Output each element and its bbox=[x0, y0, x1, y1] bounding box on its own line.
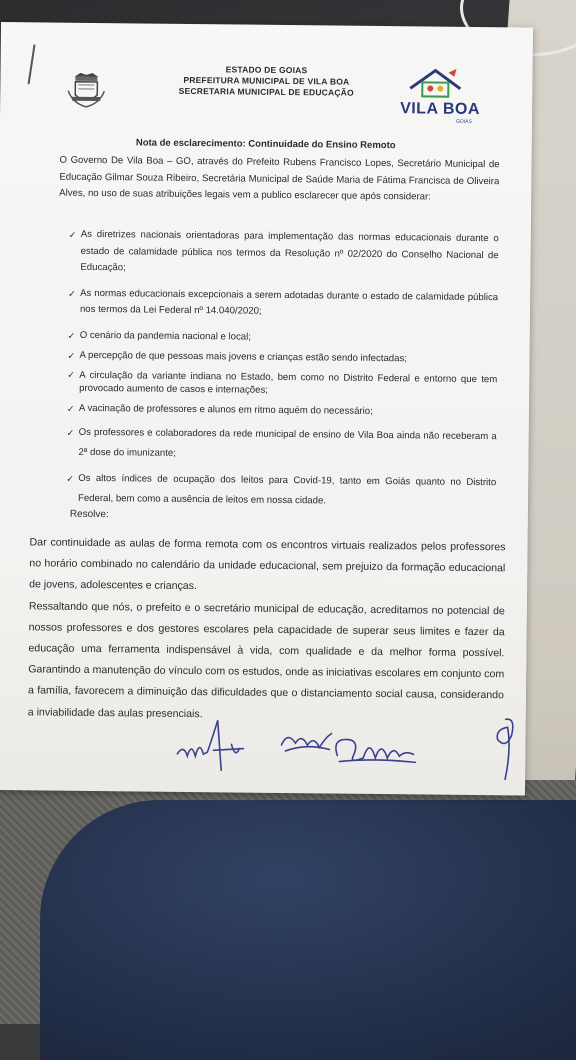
vila-boa-logo bbox=[400, 66, 481, 125]
check-icon: ✓ bbox=[66, 473, 74, 484]
check-icon: ✓ bbox=[67, 369, 75, 380]
check-icon: ✓ bbox=[68, 288, 76, 299]
list-item-text: As diretrizes nacionais orientadoras para implementação das normas educacionais durante o estado de calamidade pública nos termos da Resolução nº 02/2020 do Conselho Nacional de Educação; bbox=[80, 228, 499, 274]
paragraph: Ressaltando que nós, o prefeito e o secretário municipal de educação, acreditamos no potencial de nossos professores e dos gestores escolares pela capacidade de superar seus limites e fazer da educação uma ferramenta indispensável à vida, com qualidade e da melhor forma possível. Garantindo a manutenção do vínculo com os estudos, onde as iniciativas escolares em conjunto com a família, favorecem a diminuição das dificuldades que o distanciamento social causa, considerando a inviabilidade das aulas presenciais. bbox=[27, 599, 505, 720]
check-icon: ✓ bbox=[67, 350, 76, 361]
list-item-text: A circulação da variante indiana no Estado, bem como no Distrito Federal e entorno que tem provocado aumento de casos e internações; bbox=[79, 369, 498, 396]
list-item bbox=[58, 285, 498, 323]
intro-paragraph: O Governo De Vila Boa – GO, através do Prefeito Rubens Francisco Lopes, Secretário Municipal de Educação Gilmar Souza Ribeiro, Secretária Municipal de Saúde Maria de Fátima Francisca de Oliveira Alves, no uso de suas atribuições legais vem a publico esclarecer que após considerar: bbox=[59, 154, 500, 203]
list-item bbox=[57, 348, 497, 369]
list-item-text: Os professores e colaboradores da rede municipal de ensino de Vila Boa ainda não receberam a 2ª dose do imunizante; bbox=[78, 426, 497, 459]
list-item bbox=[58, 227, 498, 281]
signature-initial bbox=[485, 709, 526, 789]
list-item bbox=[57, 368, 497, 399]
list-item bbox=[56, 469, 496, 514]
considerations-list bbox=[56, 227, 499, 523]
list-item-text: A percepção de que pessoas mais jovens e crianças estão sendo infectadas; bbox=[79, 349, 408, 365]
house-logo-icon bbox=[400, 66, 470, 103]
document-title: Nota de esclarecimento: Continuidade do Ensino Remoto bbox=[135, 137, 396, 152]
list-item-text: O cenário da pandemia nacional e local; bbox=[79, 329, 251, 343]
list-item-text: As normas educacionais excepcionais a serem adotadas durante o estado de calamidade pública nos termos da Lei Federal nº 14.040/2020; bbox=[79, 287, 499, 317]
letterhead-prefecture: PREFEITURA MUNICIPAL DE VILA BOA bbox=[183, 74, 350, 87]
signature-mayor bbox=[173, 714, 254, 779]
letterhead-state: ESTADO DE GOIAS bbox=[225, 64, 308, 76]
logo-subtitle: GOIÁS bbox=[455, 118, 472, 125]
paragraph: Dar continuidade as aulas de forma remota com os encontros virtuais realizados pelos professores no horário combinado no calendário da unidade educacional, sem prejuizo da formação educacional de jovens, adolescentes e crianças. bbox=[29, 536, 506, 593]
list-item bbox=[58, 327, 498, 348]
check-icon: ✓ bbox=[68, 229, 77, 240]
list-item bbox=[57, 400, 497, 421]
list-item-text: A vacinação de professores e alunos em ritmo aquém do necessário; bbox=[78, 402, 373, 417]
check-icon: ✓ bbox=[66, 403, 75, 414]
logo-title: VILA BOA bbox=[400, 100, 481, 119]
document-page bbox=[0, 22, 533, 796]
letterhead-secretariat: SECRETARIA MUNICIPAL DE EDUCAÇÃO bbox=[178, 85, 354, 98]
list-item bbox=[56, 423, 496, 468]
check-icon: ✓ bbox=[67, 330, 76, 341]
signature-health-secretary bbox=[329, 727, 419, 768]
lap-fabric bbox=[40, 800, 576, 1060]
list-item-text: Os altos índices de ocupação dos leitos para Covid-19, tanto em Goiás quanto no Distrito Federal, bem como a ausência de leitos em nossa cidade. bbox=[77, 472, 497, 507]
signature-education-secretary bbox=[275, 725, 335, 762]
resolution-body bbox=[28, 532, 506, 728]
resolve-heading: Resolve: bbox=[69, 508, 109, 521]
check-icon: ✓ bbox=[66, 427, 75, 438]
